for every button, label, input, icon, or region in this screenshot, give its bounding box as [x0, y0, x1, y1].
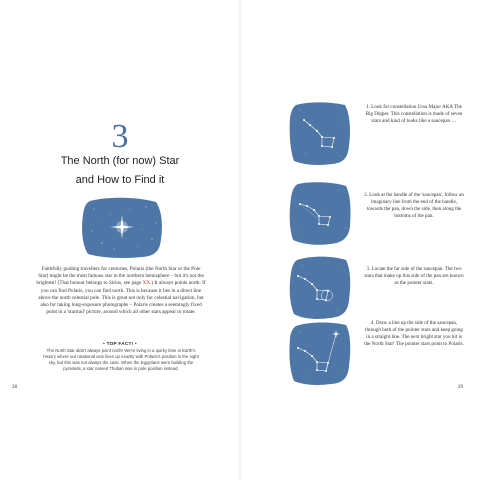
chapter-title-line-1: The North (for now) Star: [60, 155, 180, 167]
body-paragraph: [36, 266, 206, 316]
step-1-text: 1. Look for constellation Ursa Major AKA The Big Dipper. This constellation is made of seven stars and kind of looks like a saucepan …: [365, 104, 463, 124]
chapter-title: [30, 152, 210, 190]
body-text-part-2: ) It always points north. If you can find Polaris, you can find north. This is because it lies in a direct line above the north celestial pole. This is great not only for celestial navigation, but also for taking long-exposure photographs – Polaris creates a seemingly fixed point in a 'startrail' picture, around which all other stars appear to rotate.: [38, 280, 206, 316]
body-text-part-1: Faithfully guiding travellers for centuries, Polaris (the North Star or the Pole Star) might be the most famous star in the northern hemisphere – but it's not the brightest! (That honour belongs to Sirius, see page: [36, 266, 204, 287]
step-3-text: 3. Locate the far side of the saucepan. The two stars that make up this side of the pan are known as the pointer stars.: [364, 266, 464, 286]
chapter-number: 3: [111, 118, 129, 155]
page-reference-link[interactable]: XX.: [142, 280, 152, 287]
top-fact-heading: • TOP FACT! •: [103, 341, 137, 346]
chapter-title-line-2: and How to Find it: [75, 174, 165, 186]
step-2-text: 2. Look at the handle of the 'saucepan', follow an imaginary line from the end of the handle, towards the pan, down the side, then along the bottoms of the pan.: [364, 192, 464, 219]
step-1-big-dipper-illustration: [288, 100, 352, 166]
step-3-pointer-stars-illustration: [288, 254, 352, 320]
polaris-illustration: [80, 195, 164, 259]
page-number-left: 28: [12, 385, 17, 390]
right-page: [240, 0, 480, 480]
step-4-text: 4. Draw a line up the side of the saucepan, through both of the pointer stars and keep going in a straight line. The next bright star you hit is the North Star! The pointer stars point to Polaris.: [364, 320, 464, 347]
top-fact-text: The North Star didn't always point north! We're living in a quirky time in Earth's history where our rotational axis lines up exactly with Polaris's position in the night sky, but this was not always the case. When the Egyptians were building the pyramids, a star named Thuban was in pole position instead.: [43, 348, 199, 371]
step-4-polaris-line-illustration: [288, 320, 352, 386]
page-number-right: 29: [458, 385, 463, 390]
step-2-handle-illustration: [288, 180, 352, 246]
